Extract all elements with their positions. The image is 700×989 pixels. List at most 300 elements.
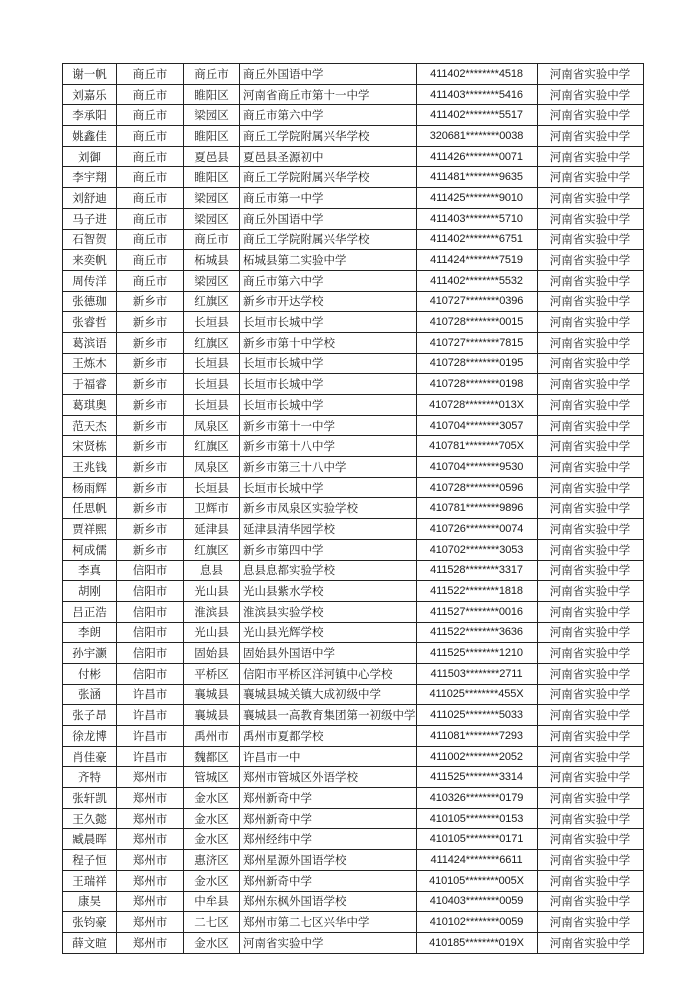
district-cell: 睢阳区 [184,126,240,147]
school-cell: 郑州新奇中学 [240,808,417,829]
city-cell: 新乡市 [117,291,184,312]
school-cell: 新乡市凤泉区实验学校 [240,498,417,519]
district-cell: 金水区 [184,788,240,809]
id-number-cell: 320681********0038 [416,126,537,147]
student-name-cell: 孙宇灏 [63,643,117,664]
table-row [63,312,644,333]
student-name-cell: 王兆钱 [63,457,117,478]
id-number-cell: 410728********0198 [416,374,537,395]
school-cell: 光山县光辉学校 [240,622,417,643]
admitted-school-cell: 河南省实验中学 [537,84,643,105]
city-cell: 新乡市 [117,436,184,457]
city-cell: 郑州市 [117,891,184,912]
id-number-cell: 410105********0171 [416,829,537,850]
district-cell: 睢阳区 [184,84,240,105]
city-cell: 信阳市 [117,601,184,622]
table-row [63,126,644,147]
table-row [63,808,644,829]
admitted-school-cell: 河南省实验中学 [537,312,643,333]
district-cell: 商丘市 [184,64,240,85]
table-row [63,477,644,498]
student-name-cell: 葛琪奥 [63,395,117,416]
district-cell: 梁园区 [184,188,240,209]
admitted-school-cell: 河南省实验中学 [537,870,643,891]
student-name-cell: 于福睿 [63,374,117,395]
id-number-cell: 411402********6751 [416,229,537,250]
admitted-school-cell: 河南省实验中学 [537,146,643,167]
city-cell: 信阳市 [117,622,184,643]
city-cell: 信阳市 [117,663,184,684]
student-name-cell: 姚鑫佳 [63,126,117,147]
city-cell: 新乡市 [117,332,184,353]
table-row [63,291,644,312]
student-name-cell: 肖佳豪 [63,746,117,767]
id-number-cell: 410185********019X [416,932,537,953]
student-name-cell: 吕正浩 [63,601,117,622]
city-cell: 许昌市 [117,705,184,726]
district-cell: 金水区 [184,829,240,850]
id-number-cell: 411402********4518 [416,64,537,85]
student-name-cell: 李宇翔 [63,167,117,188]
district-cell: 卫辉市 [184,498,240,519]
school-cell: 郑州东枫外国语学校 [240,891,417,912]
city-cell: 商丘市 [117,270,184,291]
city-cell: 许昌市 [117,746,184,767]
admitted-school-cell: 河南省实验中学 [537,105,643,126]
student-name-cell: 王久懿 [63,808,117,829]
student-name-cell: 刘御 [63,146,117,167]
table-row [63,726,644,747]
table-row [63,332,644,353]
city-cell: 商丘市 [117,208,184,229]
student-name-cell: 齐特 [63,767,117,788]
student-name-cell: 马子进 [63,208,117,229]
table-row [63,84,644,105]
city-cell: 郑州市 [117,808,184,829]
table-row [63,850,644,871]
student-name-cell: 李真 [63,560,117,581]
student-name-cell: 任思帆 [63,498,117,519]
district-cell: 光山县 [184,622,240,643]
district-cell: 凤泉区 [184,415,240,436]
city-cell: 新乡市 [117,353,184,374]
student-name-cell: 张涵 [63,684,117,705]
student-name-cell: 石智贺 [63,229,117,250]
id-number-cell: 411403********5710 [416,208,537,229]
id-number-cell: 410704********9530 [416,457,537,478]
district-cell: 中牟县 [184,891,240,912]
table-row [63,932,644,953]
student-table [62,63,644,954]
city-cell: 商丘市 [117,229,184,250]
school-cell: 息县息都实验学校 [240,560,417,581]
table-row [63,705,644,726]
district-cell: 夏邑县 [184,146,240,167]
city-cell: 新乡市 [117,519,184,540]
school-cell: 郑州新奇中学 [240,870,417,891]
school-cell: 长垣市长城中学 [240,374,417,395]
city-cell: 信阳市 [117,560,184,581]
id-number-cell: 410403********0059 [416,891,537,912]
student-name-cell: 程子恒 [63,850,117,871]
table-row [63,581,644,602]
id-number-cell: 410727********0396 [416,291,537,312]
student-list-page [62,63,644,954]
admitted-school-cell: 河南省实验中学 [537,436,643,457]
school-cell: 河南省实验中学 [240,932,417,953]
admitted-school-cell: 河南省实验中学 [537,519,643,540]
id-number-cell: 410326********0179 [416,788,537,809]
school-cell: 新乡市第三十八中学 [240,457,417,478]
school-cell: 长垣市长城中学 [240,353,417,374]
school-cell: 商丘外国语中学 [240,64,417,85]
table-row [63,208,644,229]
table-row [63,395,644,416]
school-cell: 商丘工学院附属兴华学校 [240,167,417,188]
school-cell: 延津县清华园学校 [240,519,417,540]
city-cell: 商丘市 [117,105,184,126]
district-cell: 襄城县 [184,705,240,726]
student-name-cell: 贾祥熙 [63,519,117,540]
student-name-cell: 杨雨辉 [63,477,117,498]
city-cell: 新乡市 [117,395,184,416]
table-row [63,374,644,395]
admitted-school-cell: 河南省实验中学 [537,332,643,353]
table-row [63,870,644,891]
id-number-cell: 411403********5416 [416,84,537,105]
admitted-school-cell: 河南省实验中学 [537,208,643,229]
admitted-school-cell: 河南省实验中学 [537,415,643,436]
table-row [63,912,644,933]
student-name-cell: 王炼木 [63,353,117,374]
city-cell: 商丘市 [117,64,184,85]
admitted-school-cell: 河南省实验中学 [537,912,643,933]
id-number-cell: 410702********3053 [416,539,537,560]
school-cell: 郑州经纬中学 [240,829,417,850]
district-cell: 金水区 [184,870,240,891]
table-row [63,188,644,209]
school-cell: 襄城县城关镇大成初级中学 [240,684,417,705]
table-row [63,415,644,436]
district-cell: 襄城县 [184,684,240,705]
city-cell: 许昌市 [117,684,184,705]
district-cell: 长垣县 [184,312,240,333]
admitted-school-cell: 河南省实验中学 [537,788,643,809]
table-row [63,829,644,850]
district-cell: 淮滨县 [184,601,240,622]
id-number-cell: 411525********1210 [416,643,537,664]
table-row [63,250,644,271]
admitted-school-cell: 河南省实验中学 [537,932,643,953]
student-name-cell: 刘舒迪 [63,188,117,209]
school-cell: 信阳市平桥区洋河镇中心学校 [240,663,417,684]
district-cell: 红旗区 [184,436,240,457]
school-cell: 新乡市第十八中学 [240,436,417,457]
school-cell: 郑州市第二七区兴华中学 [240,912,417,933]
id-number-cell: 410728********0195 [416,353,537,374]
district-cell: 光山县 [184,581,240,602]
id-number-cell: 411525********3314 [416,767,537,788]
student-name-cell: 葛滨语 [63,332,117,353]
admitted-school-cell: 河南省实验中学 [537,353,643,374]
city-cell: 郑州市 [117,932,184,953]
school-cell: 商丘外国语中学 [240,208,417,229]
id-number-cell: 411002********2052 [416,746,537,767]
admitted-school-cell: 河南省实验中学 [537,601,643,622]
school-cell: 新乡市第四中学 [240,539,417,560]
school-cell: 淮滨县实验学校 [240,601,417,622]
district-cell: 梁园区 [184,105,240,126]
student-name-cell: 张轩凯 [63,788,117,809]
admitted-school-cell: 河南省实验中学 [537,374,643,395]
city-cell: 新乡市 [117,374,184,395]
school-cell: 商丘工学院附属兴华学校 [240,126,417,147]
school-cell: 郑州星源外国语学校 [240,850,417,871]
student-name-cell: 张钧豪 [63,912,117,933]
admitted-school-cell: 河南省实验中学 [537,891,643,912]
city-cell: 商丘市 [117,84,184,105]
student-name-cell: 柯成儒 [63,539,117,560]
city-cell: 新乡市 [117,457,184,478]
school-cell: 河南省商丘市第十一中学 [240,84,417,105]
school-cell: 新乡市第十一中学 [240,415,417,436]
table-row [63,457,644,478]
id-number-cell: 410105********005X [416,870,537,891]
admitted-school-cell: 河南省实验中学 [537,850,643,871]
district-cell: 凤泉区 [184,457,240,478]
school-cell: 长垣市长城中学 [240,477,417,498]
student-name-cell: 张睿哲 [63,312,117,333]
school-cell: 许昌市一中 [240,746,417,767]
admitted-school-cell: 河南省实验中学 [537,829,643,850]
table-row [63,767,644,788]
student-name-cell: 康昊 [63,891,117,912]
admitted-school-cell: 河南省实验中学 [537,643,643,664]
student-name-cell: 张子昂 [63,705,117,726]
table-row [63,560,644,581]
school-cell: 新乡市开达学校 [240,291,417,312]
district-cell: 平桥区 [184,663,240,684]
district-cell: 红旗区 [184,539,240,560]
school-cell: 商丘市第一中学 [240,188,417,209]
district-cell: 固始县 [184,643,240,664]
city-cell: 许昌市 [117,726,184,747]
id-number-cell: 410726********0074 [416,519,537,540]
id-number-cell: 410728********0015 [416,312,537,333]
city-cell: 郑州市 [117,788,184,809]
admitted-school-cell: 河南省实验中学 [537,457,643,478]
city-cell: 商丘市 [117,146,184,167]
school-cell: 商丘市第六中学 [240,270,417,291]
table-row [63,622,644,643]
table-row [63,229,644,250]
school-cell: 光山县紫水学校 [240,581,417,602]
student-name-cell: 付彬 [63,663,117,684]
city-cell: 新乡市 [117,498,184,519]
district-cell: 禹州市 [184,726,240,747]
table-row [63,498,644,519]
id-number-cell: 411081********7293 [416,726,537,747]
school-cell: 新乡市第十中学校 [240,332,417,353]
id-number-cell: 411425********9010 [416,188,537,209]
district-cell: 长垣县 [184,477,240,498]
school-cell: 禹州市夏都学校 [240,726,417,747]
district-cell: 金水区 [184,932,240,953]
id-number-cell: 411481********9635 [416,167,537,188]
admitted-school-cell: 河南省实验中学 [537,250,643,271]
district-cell: 息县 [184,560,240,581]
id-number-cell: 410704********3057 [416,415,537,436]
district-cell: 魏都区 [184,746,240,767]
student-name-cell: 臧晨晖 [63,829,117,850]
admitted-school-cell: 河南省实验中学 [537,581,643,602]
table-row [63,146,644,167]
district-cell: 长垣县 [184,353,240,374]
district-cell: 柘城县 [184,250,240,271]
id-number-cell: 411522********1818 [416,581,537,602]
admitted-school-cell: 河南省实验中学 [537,64,643,85]
table-row [63,64,644,85]
id-number-cell: 411522********3636 [416,622,537,643]
student-name-cell: 刘嘉乐 [63,84,117,105]
admitted-school-cell: 河南省实验中学 [537,291,643,312]
district-cell: 红旗区 [184,332,240,353]
admitted-school-cell: 河南省实验中学 [537,539,643,560]
city-cell: 商丘市 [117,250,184,271]
table-row [63,167,644,188]
school-cell: 长垣市长城中学 [240,395,417,416]
district-cell: 睢阳区 [184,167,240,188]
table-row [63,746,644,767]
id-number-cell: 411025********5033 [416,705,537,726]
city-cell: 郑州市 [117,912,184,933]
city-cell: 郑州市 [117,870,184,891]
admitted-school-cell: 河南省实验中学 [537,684,643,705]
student-name-cell: 来奕帆 [63,250,117,271]
city-cell: 郑州市 [117,767,184,788]
district-cell: 商丘市 [184,229,240,250]
table-row [63,663,644,684]
id-number-cell: 410102********0059 [416,912,537,933]
table-row [63,519,644,540]
school-cell: 郑州市管城区外语学校 [240,767,417,788]
school-cell: 长垣市长城中学 [240,312,417,333]
id-number-cell: 411528********3317 [416,560,537,581]
student-name-cell: 徐龙博 [63,726,117,747]
table-row [63,105,644,126]
admitted-school-cell: 河南省实验中学 [537,477,643,498]
school-cell: 商丘市第六中学 [240,105,417,126]
student-name-cell: 周传洋 [63,270,117,291]
id-number-cell: 411503********2711 [416,663,537,684]
table-row [63,601,644,622]
admitted-school-cell: 河南省实验中学 [537,663,643,684]
id-number-cell: 410105********0153 [416,808,537,829]
student-table-body [63,64,644,954]
admitted-school-cell: 河南省实验中学 [537,229,643,250]
student-name-cell: 谢一帆 [63,64,117,85]
admitted-school-cell: 河南省实验中学 [537,767,643,788]
table-row [63,788,644,809]
city-cell: 新乡市 [117,415,184,436]
city-cell: 新乡市 [117,539,184,560]
district-cell: 长垣县 [184,374,240,395]
table-row [63,270,644,291]
admitted-school-cell: 河南省实验中学 [537,622,643,643]
id-number-cell: 411424********6611 [416,850,537,871]
id-number-cell: 411025********455X [416,684,537,705]
table-row [63,684,644,705]
district-cell: 红旗区 [184,291,240,312]
student-name-cell: 李朗 [63,622,117,643]
district-cell: 惠济区 [184,850,240,871]
district-cell: 金水区 [184,808,240,829]
student-name-cell: 薛文暄 [63,932,117,953]
city-cell: 郑州市 [117,850,184,871]
id-number-cell: 410781********9896 [416,498,537,519]
student-name-cell: 李承阳 [63,105,117,126]
id-number-cell: 410727********7815 [416,332,537,353]
city-cell: 商丘市 [117,188,184,209]
city-cell: 新乡市 [117,477,184,498]
city-cell: 信阳市 [117,581,184,602]
id-number-cell: 410781********705X [416,436,537,457]
admitted-school-cell: 河南省实验中学 [537,167,643,188]
city-cell: 郑州市 [117,829,184,850]
district-cell: 管城区 [184,767,240,788]
id-number-cell: 411402********5517 [416,105,537,126]
admitted-school-cell: 河南省实验中学 [537,498,643,519]
admitted-school-cell: 河南省实验中学 [537,126,643,147]
school-cell: 郑州新奇中学 [240,788,417,809]
admitted-school-cell: 河南省实验中学 [537,560,643,581]
table-row [63,539,644,560]
admitted-school-cell: 河南省实验中学 [537,395,643,416]
student-name-cell: 宋贤栋 [63,436,117,457]
admitted-school-cell: 河南省实验中学 [537,705,643,726]
admitted-school-cell: 河南省实验中学 [537,808,643,829]
admitted-school-cell: 河南省实验中学 [537,270,643,291]
district-cell: 长垣县 [184,395,240,416]
admitted-school-cell: 河南省实验中学 [537,726,643,747]
table-row [63,891,644,912]
id-number-cell: 411424********7519 [416,250,537,271]
student-name-cell: 王瑞祥 [63,870,117,891]
table-row [63,643,644,664]
school-cell: 襄城县一高教育集团第一初级中学 [240,705,417,726]
city-cell: 信阳市 [117,643,184,664]
student-name-cell: 胡刚 [63,581,117,602]
id-number-cell: 411527********0016 [416,601,537,622]
school-cell: 夏邑县圣源初中 [240,146,417,167]
school-cell: 固始县外国语中学 [240,643,417,664]
district-cell: 梁园区 [184,208,240,229]
district-cell: 延津县 [184,519,240,540]
district-cell: 梁园区 [184,270,240,291]
district-cell: 二七区 [184,912,240,933]
admitted-school-cell: 河南省实验中学 [537,746,643,767]
student-name-cell: 张德珈 [63,291,117,312]
id-number-cell: 410728********0596 [416,477,537,498]
table-row [63,436,644,457]
student-name-cell: 范天杰 [63,415,117,436]
city-cell: 新乡市 [117,312,184,333]
school-cell: 柘城县第二实验中学 [240,250,417,271]
table-row [63,353,644,374]
city-cell: 商丘市 [117,126,184,147]
id-number-cell: 411402********5532 [416,270,537,291]
id-number-cell: 410728********013X [416,395,537,416]
